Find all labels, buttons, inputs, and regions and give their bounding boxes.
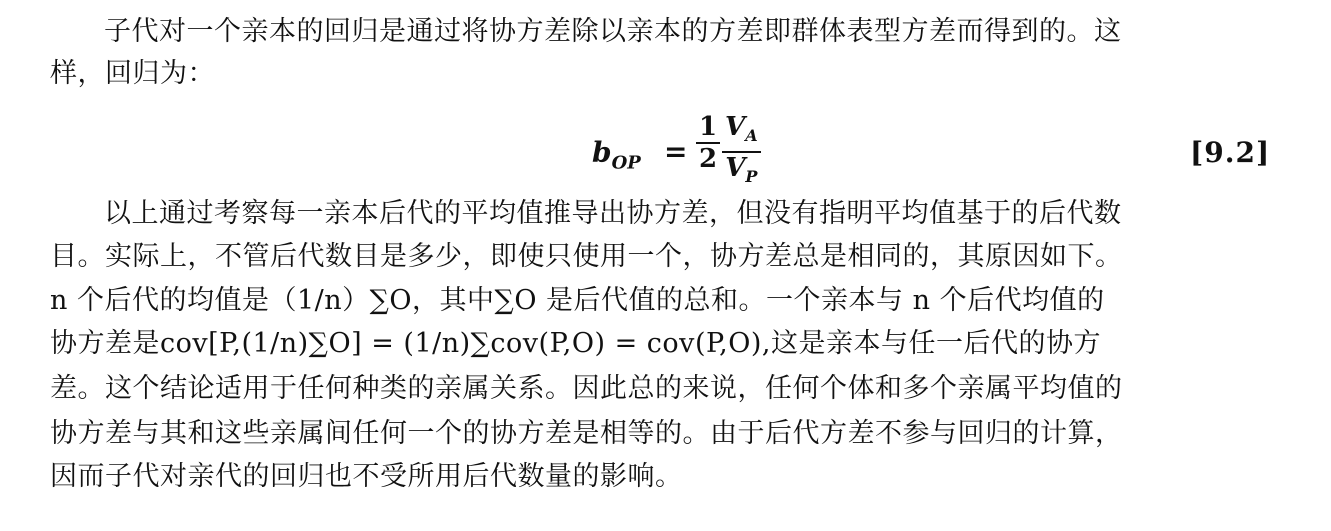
equals-sign: = xyxy=(664,135,688,168)
paragraph-2-line-6: 协方差与其和这些亲属间任何一个的协方差是相等的。由于后代方差不参与回归的计算， xyxy=(50,418,1123,449)
paragraph-2-line-1: 以上通过考察每一亲本后代的平均值推导出协方差，但没有指明平均值基于的后代数 xyxy=(104,198,1122,229)
paragraph-2-line-5: 差。这个结论适用于任何种类的亲属关系。因此总的来说，任何个体和多个亲属平均值的 xyxy=(50,373,1123,404)
paragraph-2-line-4: 协方差是cov[P,(1/n)∑O] = (1/n)∑cov(P,O) = cov(P,O),这是亲本与任一后代的协方 xyxy=(50,328,1102,359)
fraction-one-half: 1 2 xyxy=(696,112,720,174)
fraction-variance-ratio: $V_A$ $V_P$ xyxy=(722,112,761,192)
equation-lhs: $b_{OP}$ xyxy=(592,136,641,174)
paragraph-1-line-2: 样，回归为： xyxy=(50,58,215,89)
paragraph-1-line-1: 子代对一个亲本的回归是通过将协方差除以亲本的方差即群体表型方差而得到的。这 xyxy=(104,16,1122,47)
paragraph-2-line-3: n 个后代的均值是（1/n）∑O，其中∑O 是后代值的总和。一个亲本与 n 个后代均值的 xyxy=(50,285,1105,316)
paragraph-2-line-2: 目。实际上，不管后代数目是多少，即使只使用一个，协方差总是相同的，其原因如下。 xyxy=(50,241,1123,272)
equation-number: [9.2] xyxy=(1190,136,1271,169)
paragraph-2-line-7: 因而子代对亲代的回归也不受所用后代数量的影响。 xyxy=(50,461,683,492)
